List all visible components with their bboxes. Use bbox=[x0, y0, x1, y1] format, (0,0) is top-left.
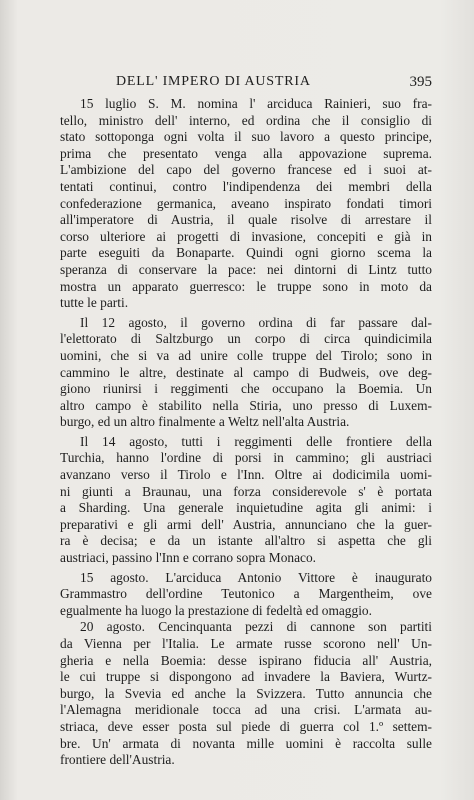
text-line: ra è decisa; e da un istante all'altro si aspetta che gli bbox=[60, 533, 432, 549]
page-header bbox=[60, 74, 432, 94]
text-line: burgo, la Svevia ed anche la Svizzera. Tutto annuncia che bbox=[60, 685, 432, 701]
text-line: 20 agosto. Cencinquanta pezzi di cannone son partiti bbox=[80, 619, 432, 635]
text-line: burgo, ed un altro finalmente a Weltz nell'alta Austria. bbox=[60, 414, 350, 430]
text-line: cammino le altre, destinate al campo di Budweis, ove deg- bbox=[60, 364, 432, 380]
text-line: L'ambizione del capo del governo francese ed i suoi at- bbox=[60, 162, 432, 178]
text-line: prima che presentato venga alla appovazione suprema. bbox=[60, 145, 432, 161]
text-line: tello, ministro dell' interno, ed ordina che il consiglio di bbox=[60, 112, 432, 128]
text-line: l'elettorato di Saltzburgo un corpo di circa quindicimila bbox=[60, 331, 432, 347]
text-line: Il 12 agosto, il governo ordina di far passare dal- bbox=[80, 314, 432, 330]
text-line: speranza di conservare la pace: nei dintorni di Lintz tutto bbox=[60, 261, 432, 277]
page-number: 395 bbox=[409, 74, 432, 90]
page-body bbox=[60, 96, 432, 769]
text-line: a Sharding. Una generale inquietudine agita gli animi: i bbox=[60, 500, 432, 516]
text-line: stato sottoponga ogni volta il suo lavoro a questo principe, bbox=[60, 129, 432, 145]
text-line: preparativi e gli armi dell' Austria, annunciano che la guer- bbox=[60, 516, 432, 532]
text-line: mostra un apparato guerresco: le truppe sono in moto da bbox=[60, 278, 432, 294]
text-line: Turchia, hanno l'ordine di porsi in cammino; gli austriaci bbox=[60, 450, 432, 466]
text-line: uomini, che si va ad unire colle truppe del Tirolo; sono in bbox=[60, 347, 432, 363]
text-line: all'imperatore di Austria, il quale risolve di arrestare il bbox=[60, 212, 432, 228]
text-line: frontiere dell'Austria. bbox=[60, 752, 175, 768]
text-line: 15 luglio S. M. nomina l' arciduca Rainieri, suo fra- bbox=[80, 96, 432, 111]
text-line: Grammastro dell'ordine Teutonico a Margentheim, ove bbox=[60, 586, 432, 602]
text-line: le cui truppe si dispongono ad invadere la Baviera, Wurtz- bbox=[60, 669, 432, 685]
text-line: austriaci, passino l'Inn e corrano sopra Monaco. bbox=[60, 550, 317, 566]
text-line: egualmente ha luogo la prestazione di fedeltà ed omaggio. bbox=[60, 602, 372, 618]
text-line: confederazione germanica, aveano inspirato fondati timori bbox=[60, 195, 432, 211]
text-line: ni giunti a Braunau, una forza considerevole s' è portata bbox=[60, 483, 432, 499]
text-line: avanzano verso il Tirolo e l'Inn. Oltre ai dodicimila uomi- bbox=[60, 467, 432, 483]
paragraph-15-agosto bbox=[60, 570, 432, 620]
text-line: Il 14 agosto, tutti i reggimenti delle frontiere della bbox=[80, 433, 432, 449]
text-line: parte eseguiti da Bonaparte. Quindi ogni giorno scema la bbox=[60, 245, 432, 261]
paragraph-14-agosto bbox=[60, 434, 432, 567]
running-title: DELL' IMPERO DI AUSTRIA bbox=[116, 74, 311, 89]
text-line: bre. Un' armata di novanta mille uomini è raccolta sulle bbox=[60, 735, 432, 751]
text-line: l'Alemagna meridionale tocca ad una crisi. L'armata au- bbox=[60, 702, 432, 718]
text-line: giono riunirsi i reggimenti che occupano la Boemia. Un bbox=[60, 381, 432, 397]
paragraph-20-agosto bbox=[60, 619, 432, 768]
text-line: da Vienna per l'Italia. Le armate russe scorono nell' Un- bbox=[60, 636, 432, 651]
text-line: altro campo è stabilito nella Stiria, uno presso di Luxem- bbox=[60, 397, 432, 413]
text-line: tentati continui, contro l'indipendenza dei membri della bbox=[60, 178, 432, 194]
text-line: corso ulteriore ai progetti di invasione, concepiti e già in bbox=[60, 228, 432, 244]
text-line: tutte le parti. bbox=[60, 295, 129, 311]
text-line: 15 agosto. L'arciduca Antonio Vittore è inaugurato bbox=[80, 569, 432, 585]
paragraph-15-luglio bbox=[60, 96, 432, 312]
text-line: striaca, deve esser posta sul piede di guerra col 1.º settem- bbox=[60, 718, 432, 734]
text-line: gheria e nella Boemia: desse ispirano fiducia all' Austria, bbox=[60, 652, 432, 668]
paragraph-12-agosto bbox=[60, 315, 432, 431]
